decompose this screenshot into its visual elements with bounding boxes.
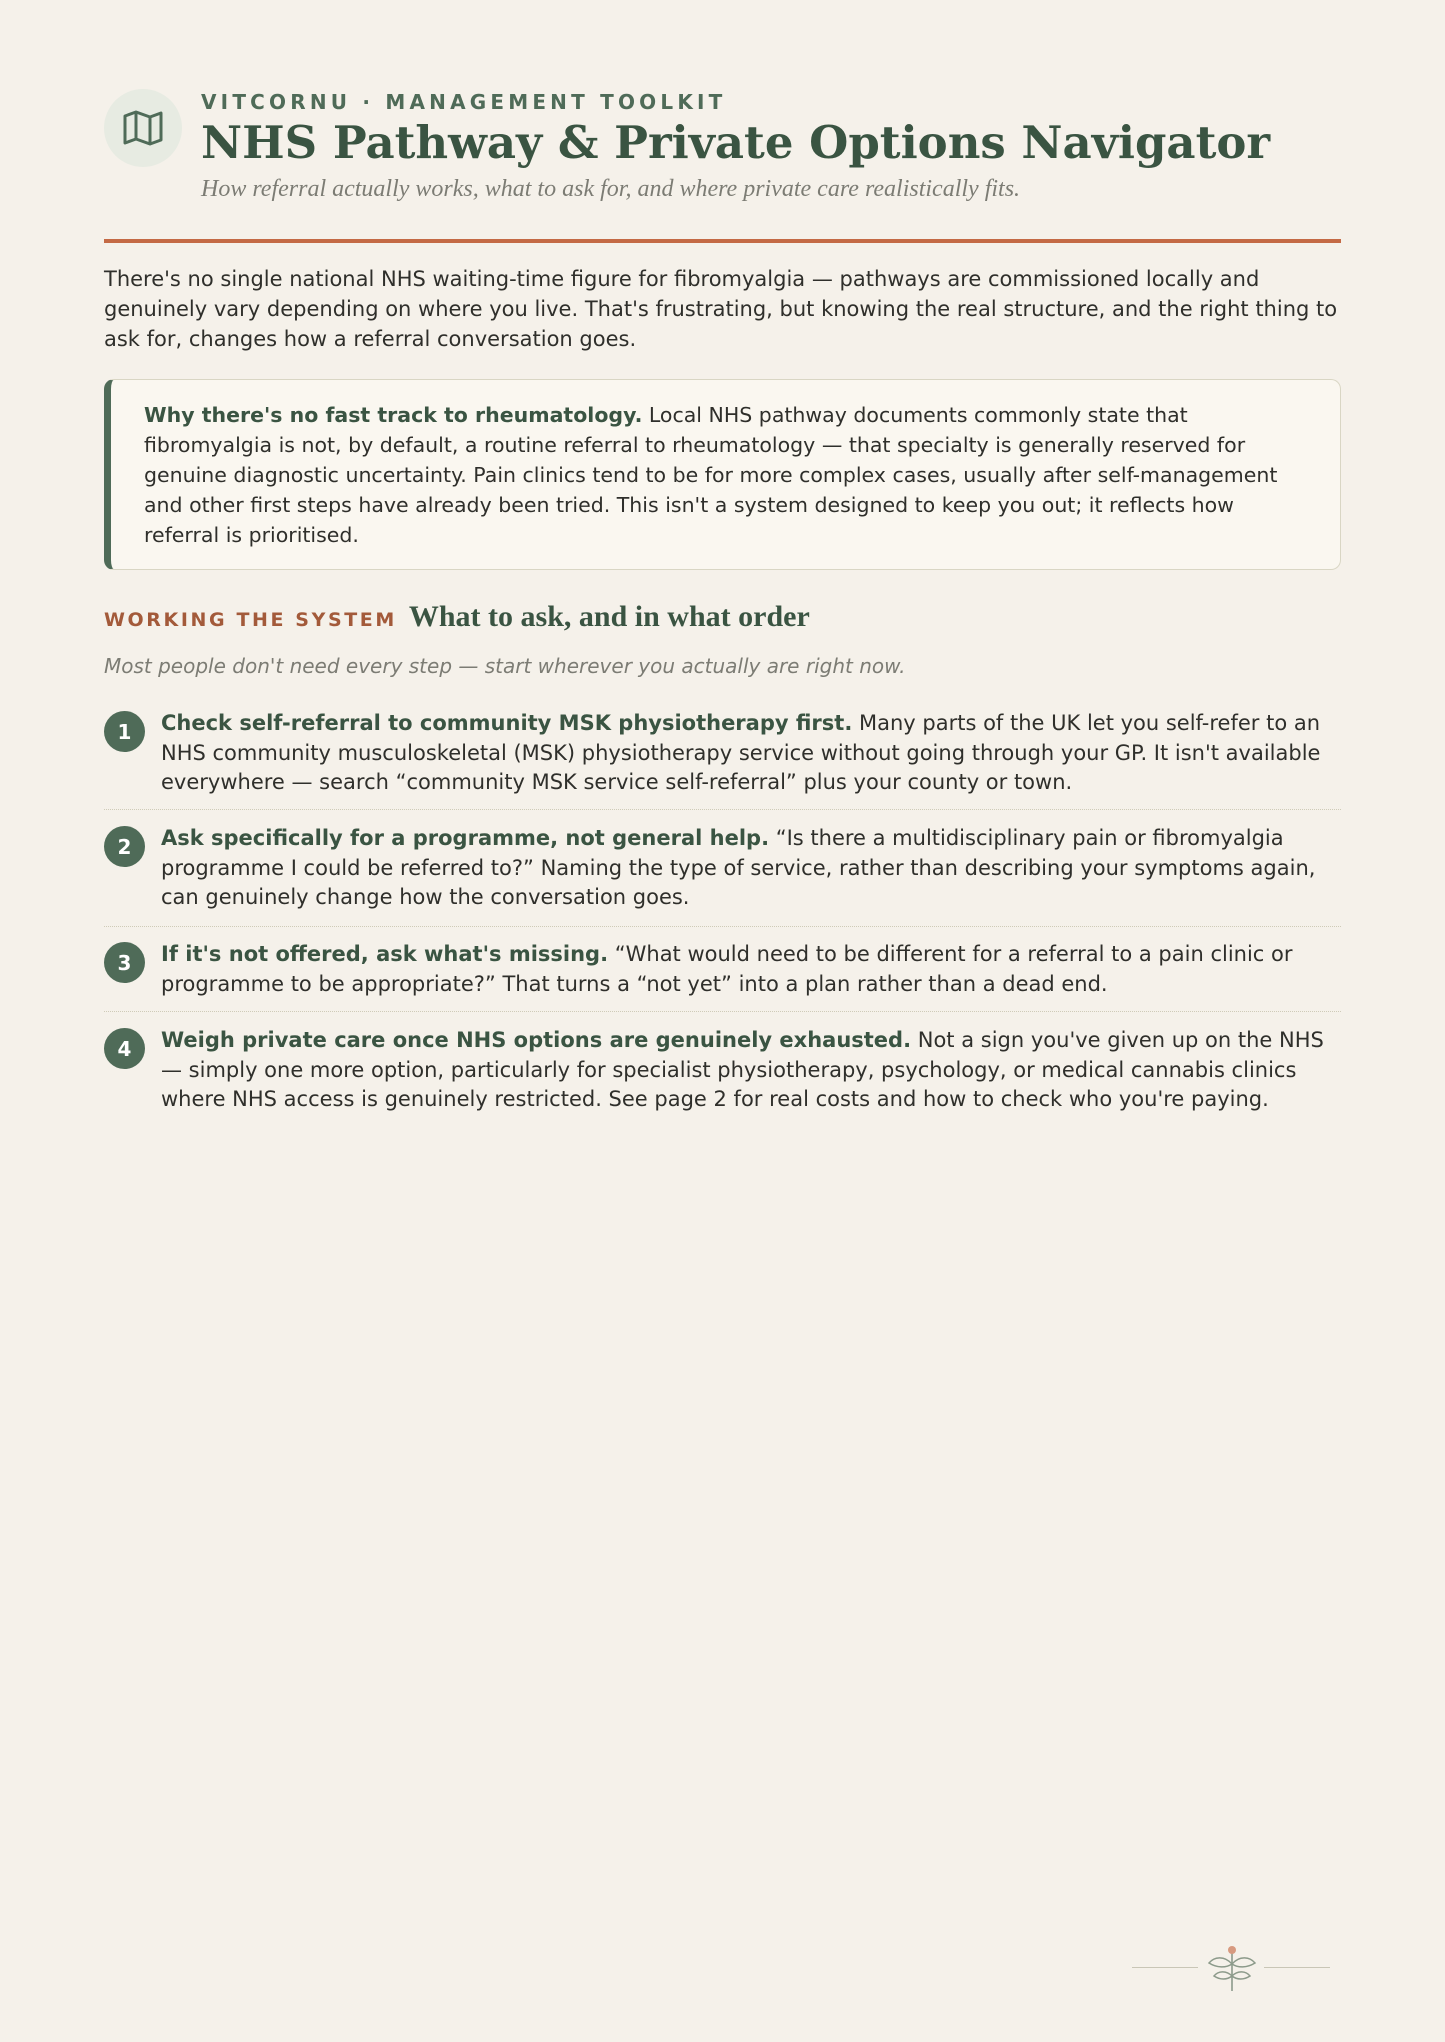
section-heading <box>104 600 810 634</box>
section-note: Most people don't need every step — start wherever you actually are right now. <box>104 654 906 678</box>
header-divider <box>104 239 1341 243</box>
step-lead: If it's not offered, ask what's missing. <box>161 942 609 966</box>
map-icon <box>104 89 182 167</box>
toolkit-eyebrow: VITCORNU · MANAGEMENT TOOLKIT <box>201 90 727 114</box>
step-text <box>161 824 1341 913</box>
step-item <box>104 1011 1341 1151</box>
step-number-badge: 3 <box>104 942 145 983</box>
step-item <box>104 709 1341 809</box>
footer-line-left <box>1132 1967 1198 1968</box>
step-body: “What would need to be different for a referral to a pain clinic or programme to be appropriate?” That turns a “not yet” into a plan rather than a dead end. <box>161 942 1293 996</box>
step-lead: Check self-referral to community MSK physiotherapy first. <box>161 711 853 735</box>
step-item <box>104 809 1341 926</box>
info-callout <box>104 379 1341 570</box>
steps-list <box>104 709 1341 1151</box>
footer-ornament <box>1130 1938 1333 1996</box>
footer-line-right <box>1264 1967 1330 1968</box>
page-subtitle: How referral actually works, what to ask for, and where private care realistically fits. <box>201 176 1021 202</box>
step-number-badge: 1 <box>104 711 145 752</box>
step-body: Many parts of the UK let you self-refer to an NHS community musculoskeletal (MSK) physiotherapy service without going through your GP. It isn't available everywhere — search “community MSK service self-referral” plus your county or town. <box>161 711 1321 794</box>
step-text <box>161 940 1341 999</box>
step-lead: Ask specifically for a programme, not general help. <box>161 826 770 850</box>
step-text <box>161 709 1341 798</box>
step-text <box>161 1026 1341 1115</box>
section-eyebrow: WORKING THE SYSTEM <box>104 609 397 631</box>
step-lead: Weigh private care once NHS options are genuinely exhausted. <box>161 1028 912 1052</box>
step-number-badge: 4 <box>104 1028 145 1069</box>
sprout-icon <box>1206 1938 1258 1994</box>
step-item <box>104 926 1341 1011</box>
callout-lead: Why there's no fast track to rheumatology. <box>144 403 643 427</box>
step-body: “Is there a multidisciplinary pain or fibromyalgia programme I could be referred to?” Naming the type of service, rather than describing your symptoms again, can genuinely change how the conversation goes. <box>161 826 1316 909</box>
section-title: What to ask, and in what order <box>408 600 810 633</box>
page-header <box>104 0 1341 242</box>
page <box>104 0 1341 1111</box>
step-number-badge: 2 <box>104 826 145 867</box>
callout-body: Local NHS pathway documents commonly state that fibromyalgia is not, by default, a routine referral to rheumatology — that specialty is generally reserved for genuine diagnostic uncertainty. Pain clinics tend to be for more complex cases, usually after self-management and other first steps have already been tried. This isn't a system designed to keep you out; it reflects how referral is prioritised. <box>144 403 1278 547</box>
step-body: Not a sign you've given up on the NHS — simply one more option, particularly for specialist physiotherapy, psychology, or medical cannabis clinics where NHS access is genuinely restricted. See page 2 for real costs and how to check who you're paying. <box>161 1028 1324 1111</box>
page-title: NHS Pathway & Private Options Navigator <box>201 116 1271 169</box>
intro-paragraph: There's no single national NHS waiting-time figure for fibromyalgia — pathways are commissioned locally and genuinely vary depending on where you live. That's frustrating, but knowing the real structure, and the right thing to ask for, changes how a referral conversation goes. <box>104 267 1338 351</box>
